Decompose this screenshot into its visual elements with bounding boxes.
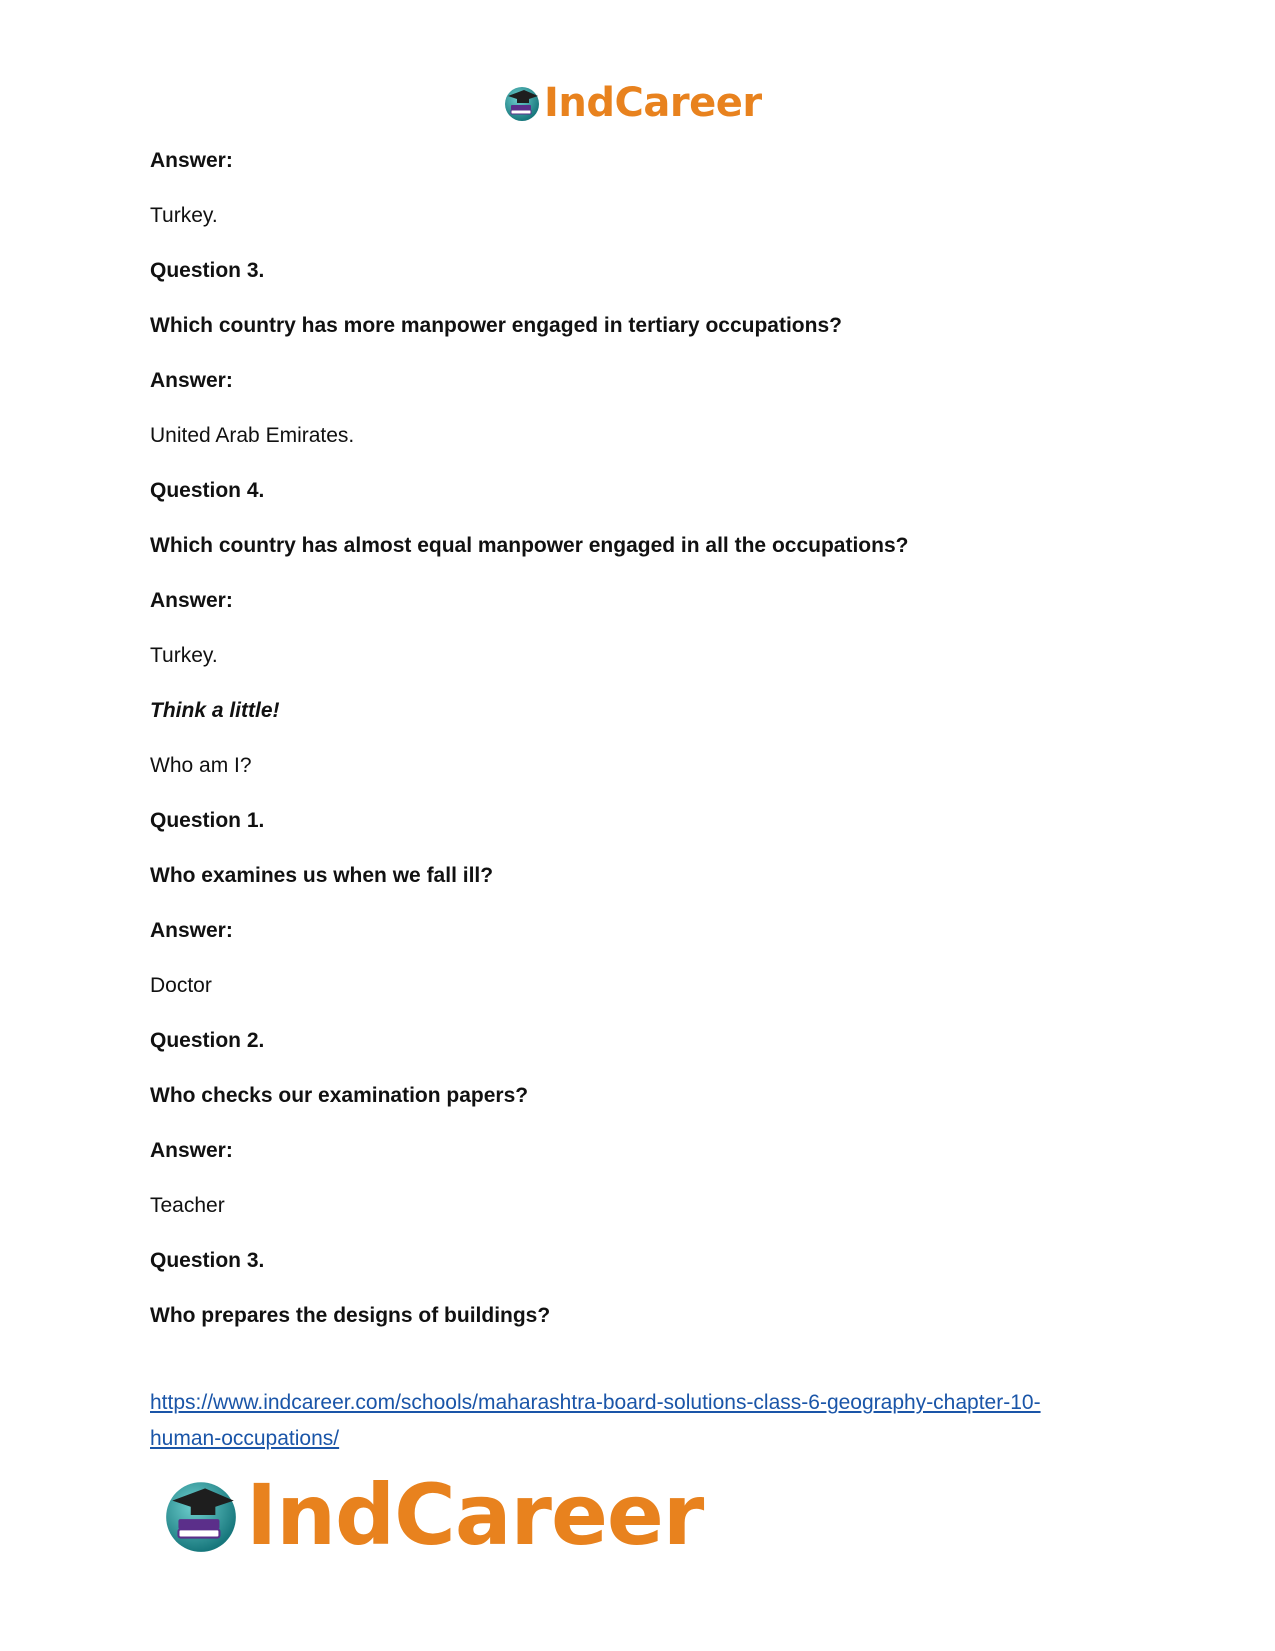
logo-wordmark: IndCareer	[246, 1466, 704, 1564]
answer-text: United Arab Emirates.	[150, 424, 355, 447]
globe-graduation-cap-icon	[160, 1474, 242, 1556]
answer-label: Answer:	[150, 589, 233, 612]
footer-logo	[160, 1466, 704, 1564]
answer-text: Turkey.	[150, 204, 218, 227]
question-text: Who checks our examination papers?	[150, 1084, 529, 1107]
question-number: Question 2.	[150, 1029, 265, 1052]
section-heading: Think a little!	[150, 699, 280, 722]
question-text: Who examines us when we fall ill?	[150, 864, 494, 887]
source-link-block	[150, 1385, 1150, 1457]
header-logo	[502, 78, 762, 128]
question-text: Who prepares the designs of buildings?	[150, 1304, 551, 1327]
logo-wordmark: IndCareer	[544, 80, 762, 126]
globe-graduation-cap-icon	[502, 83, 542, 123]
source-link-line-2[interactable]: human-occupations/	[150, 1427, 340, 1450]
answer-text: Teacher	[150, 1194, 225, 1217]
answer-label: Answer:	[150, 919, 233, 942]
source-link-line-1[interactable]: https://www.indcareer.com/schools/maharashtra-board-solutions-class-6-geography-chapter-10-	[150, 1391, 1041, 1414]
answer-text: Doctor	[150, 974, 212, 997]
question-number: Question 3.	[150, 259, 265, 282]
question-number: Question 1.	[150, 809, 265, 832]
answer-text: Turkey.	[150, 644, 218, 667]
section-subheading: Who am I?	[150, 754, 252, 777]
question-text: Which country has more manpower engaged in tertiary occupations?	[150, 314, 842, 337]
answer-label: Answer:	[150, 1139, 233, 1162]
document-body	[150, 148, 1150, 1358]
answer-label: Answer:	[150, 369, 233, 392]
question-number: Question 3.	[150, 1249, 265, 1272]
answer-label: Answer:	[150, 149, 233, 172]
question-text: Which country has almost equal manpower engaged in all the occupations?	[150, 534, 909, 557]
question-number: Question 4.	[150, 479, 265, 502]
